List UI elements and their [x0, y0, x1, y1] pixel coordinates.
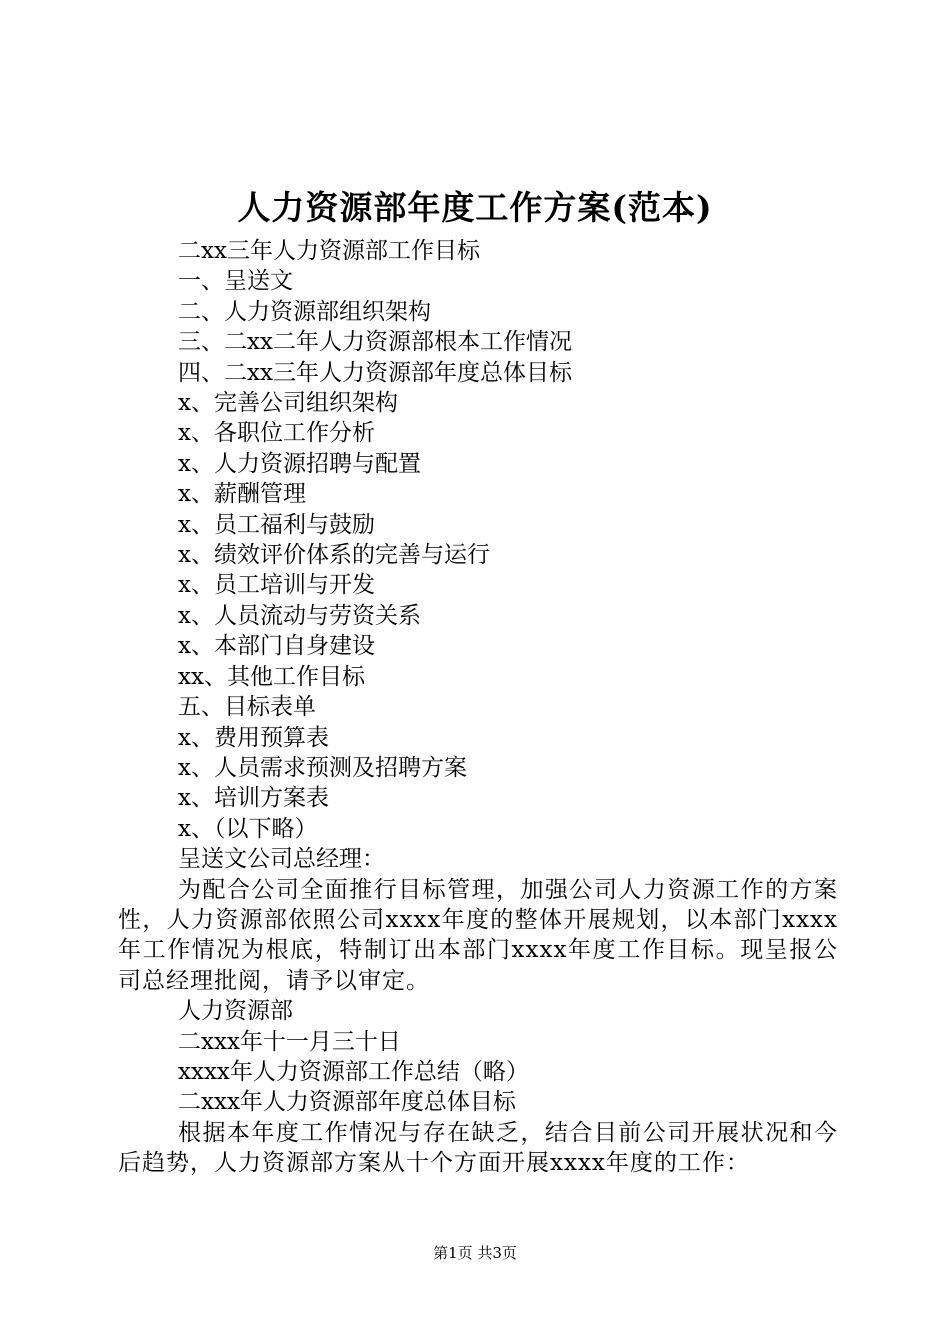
text-line: x、绩效评价体系的完善与运行 [178, 542, 490, 569]
text-line: 二、人力资源部组织架构 [178, 298, 431, 325]
text-line: x、费用预算表 [178, 724, 329, 751]
text-line: x、员工福利与鼓励 [178, 511, 375, 538]
document-body [118, 236, 838, 1179]
text-line: 一、呈送文 [178, 268, 293, 295]
text-line: x、各职位工作分析 [178, 420, 375, 447]
paragraph-plan: 根据本年度工作情况与存在缺乏，结合目前公司开展状况和今后趋势，人力资源部方案从十个方面开展xxxx年度的工作： [118, 1119, 838, 1177]
text-line: x、薪酬管理 [178, 481, 306, 508]
paragraph-intro: 为配合公司全面推行目标管理，加强公司人力资源工作的方案性，人力资源部依照公司xxxx年度的整体开展规划，以本部门xxxx年工作情况为根底，特制订出本部门xxxx年度工作目标。现呈报公司总经理批阅，请予以审定。 [118, 876, 838, 994]
text-line: 五、目标表单 [178, 694, 316, 721]
page-number-footer: 第1页 共3页 [433, 1244, 517, 1262]
text-line: 二xxx年十一月三十日 [178, 1028, 401, 1055]
text-line: 呈送文公司总经理： [178, 846, 385, 873]
text-line: xx、其他工作目标 [178, 663, 365, 690]
text-line: x、员工培训与开发 [178, 572, 375, 599]
text-line: 三、二xx二年人力资源部根本工作情况 [178, 329, 572, 356]
text-line: x、人员流动与劳资关系 [178, 602, 421, 629]
text-line: x、完善公司组织架构 [178, 390, 398, 417]
text-line: x、人力资源招聘与配置 [178, 450, 421, 477]
document-title: 人力资源部年度工作方案(范本) [237, 188, 713, 227]
text-line: x、培训方案表 [178, 785, 329, 812]
text-line: 四、二xx三年人力资源部年度总体目标 [178, 359, 572, 386]
text-line: x、（以下略） [178, 815, 318, 842]
text-line: x、本部门自身建设 [178, 633, 375, 660]
text-line: xxxx年人力资源部工作总结（略） [178, 1058, 529, 1085]
text-line: x、人员需求预测及招聘方案 [178, 754, 467, 781]
text-line: 人力资源部 [178, 998, 293, 1025]
text-line: 二xx三年人力资源部工作目标 [178, 238, 480, 264]
text-line: 二xxx年人力资源部年度总体目标 [178, 1089, 516, 1116]
